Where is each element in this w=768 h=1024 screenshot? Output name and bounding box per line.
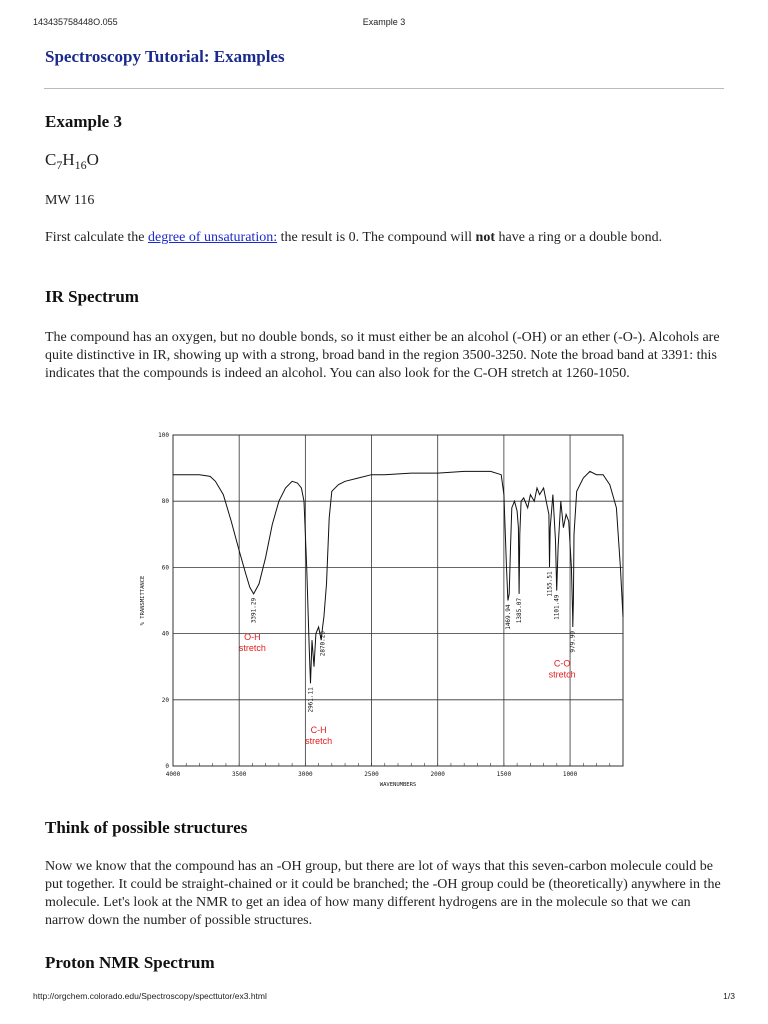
formula-h: H	[62, 150, 75, 169]
annotation-subtitle: stretch	[305, 735, 333, 746]
x-tick-label: 2500	[364, 771, 379, 778]
peak-label: 1101.49	[553, 594, 561, 620]
unsaturation-paragraph	[45, 229, 723, 247]
annotation-title: O-H	[244, 632, 261, 643]
y-tick-label: 40	[161, 630, 169, 638]
print-footer	[33, 991, 735, 1005]
nmr-heading: Proton NMR Spectrum	[45, 953, 215, 972]
x-tick-label: 4000	[165, 771, 181, 778]
peak-label: 1155.51	[546, 571, 554, 597]
example-heading: Example 3	[45, 112, 122, 131]
unsat-pre: First calculate the	[45, 230, 149, 245]
y-tick-label: 20	[161, 696, 169, 704]
formula-h-count: 16	[74, 158, 87, 172]
annotation-subtitle: stretch	[548, 669, 576, 680]
x-tick-label: 1000	[562, 771, 578, 778]
ir-heading: IR Spectrum	[45, 287, 139, 306]
y-tick-label: 100	[158, 432, 169, 439]
y-tick-label: 0	[165, 763, 169, 770]
divider	[44, 88, 724, 89]
formula-c: C	[45, 150, 57, 169]
y-tick-label: 60	[161, 564, 169, 572]
unsat-bold: not	[475, 230, 495, 245]
page-title: Spectroscopy Tutorial: Examples	[45, 47, 285, 66]
formula-c-count: 7	[56, 158, 63, 172]
x-tick-label: 2000	[430, 771, 445, 778]
annotation-title: C-O	[553, 658, 571, 669]
x-tick-label: 3500	[231, 771, 247, 778]
x-tick-label: 3000	[298, 771, 313, 778]
footer-page: 1/3	[723, 991, 735, 1001]
peak-label: 1469.94	[504, 604, 512, 630]
y-tick-label: 80	[161, 498, 169, 506]
degree-of-unsaturation-link[interactable]: degree of unsaturation:	[148, 230, 278, 245]
structures-paragraph: Now we know that the compound has an -OH group, but there are lot of ways that this seven-carbon molecule could be put together. It could be straight-chained or it could be branched; the -OH group could be (theoretically) anywhere in the molecule. Let's look at the NMR to get an idea of how many different hydrogens are in the molecule so that we can narrow down the number of possible structures.	[45, 859, 721, 928]
footer-url: http://orgchem.colorado.edu/Spectroscopy/specttutor/ex3.html	[33, 991, 267, 1001]
peak-label: 3391.29	[250, 597, 258, 624]
molecular-formula	[45, 150, 99, 173]
unsat-mid: the result is 0. The compound will	[277, 230, 476, 245]
unsat-post: have a ring or a double bond.	[495, 230, 663, 245]
structures-heading: Think of possible structures	[45, 818, 248, 837]
x-tick-label: 1500	[496, 771, 512, 778]
peak-label: 979.90	[569, 630, 577, 653]
ir-paragraph: The compound has an oxygen, but no double bonds, so it must either be an alcohol (-OH) or an ether (-O-). Alcohols are quite distinctive in IR, showing up with a strong, broad band in the region 3500-3250. Note the broad band at 3391: this indicates that the compounds is indeed an alcohol. You can also look for the C-OH stretch at 1260-1050.	[45, 330, 720, 381]
doc-id: 143435758448O.055	[33, 17, 118, 27]
header-title: Example 3	[362, 17, 406, 27]
formula-o: O	[86, 150, 99, 169]
annotation-subtitle: stretch	[238, 643, 266, 654]
peak-label: 2961.11	[307, 687, 315, 713]
print-header	[33, 17, 735, 31]
ir-spectrum-chart	[130, 424, 635, 794]
annotation-title: C-H	[310, 724, 327, 735]
x-axis-label: WAVENUMBERS	[379, 782, 417, 788]
y-axis-label: % TRANSMITTANCE	[140, 575, 146, 626]
peak-label: 2870.23	[319, 630, 327, 657]
peak-label: 1385.07	[516, 597, 524, 624]
molecular-weight: MW 116	[45, 193, 95, 208]
